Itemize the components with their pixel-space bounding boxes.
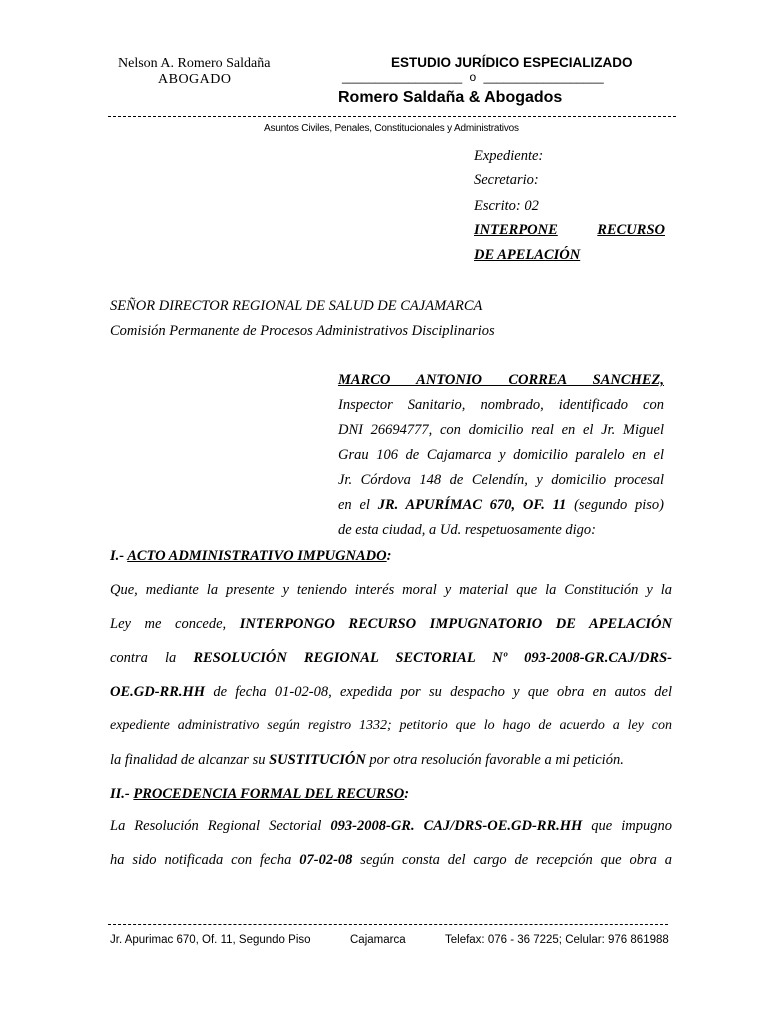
subject-word-1: INTERPONE <box>474 222 558 238</box>
notification-date: 07-02-08 <box>299 852 353 868</box>
body-text: ha sido notificada con fecha <box>110 852 300 868</box>
body-text: por otra resolución favorable a mi petición. <box>365 752 624 768</box>
footer-address: Jr. Apurimac 670, Of. 11, Segundo Piso <box>110 934 311 946</box>
section-1-colon: : <box>386 548 392 564</box>
lawyer-title: ABOGADO <box>158 72 232 87</box>
body-bold: INTERPONGO RECURSO IMPUGNATORIO DE APELACIÓN <box>239 616 672 632</box>
firm-type: ESTUDIO JURÍDICO ESPECIALIZADO <box>391 55 633 70</box>
section-1-number: I.- <box>110 548 128 564</box>
intro-line: Grau 106 de Cajamarca y domicilio paralelo en el <box>338 447 664 463</box>
firm-specialties: Asuntos Civiles, Penales, Constitucionales y Administrativos <box>264 123 519 134</box>
resolution-number: RESOLUCIÓN REGIONAL SECTORIAL Nº 093-2008-GR.CAJ/DRS- <box>193 650 672 666</box>
body-bold: SUSTITUCIÓN <box>269 752 366 768</box>
section-2-colon: : <box>404 786 410 802</box>
firm-divider-line <box>342 70 604 84</box>
resolution-number: 093-2008-GR. CAJ/DRS-OE.GD-RR.HH <box>330 818 583 834</box>
footer-phones: Telefax: 076 - 36 7225; Celular: 976 861988 <box>445 934 669 946</box>
body-line <box>110 818 672 835</box>
secretario-label: Secretario: <box>474 172 539 188</box>
body-text: según consta del cargo de recepción que obra a <box>352 852 672 868</box>
intro-line: de esta ciudad, a Ud. respetuosamente digo: <box>338 522 596 538</box>
escrito-label: Escrito: 02 <box>474 198 539 214</box>
firm-line-o: o <box>469 70 477 84</box>
body-text: la finalidad de alcanzar su <box>110 752 270 768</box>
section-2-number: II.- <box>110 786 134 802</box>
procedural-address: JR. APURÍMAC 670, OF. 11 <box>377 497 567 513</box>
body-line <box>110 852 672 869</box>
lawyer-name: Nelson A. Romero Saldaña <box>118 56 271 71</box>
header-divider <box>108 116 676 117</box>
body-line: expediente administrativo según registro 1332; petitorio que lo hago de acuerdo a ley con <box>110 718 672 733</box>
firm-name: Romero Saldaña & Abogados <box>338 89 563 106</box>
subject-line-2: DE APELACIÓN <box>474 247 581 263</box>
subject-word-2: RECURSO <box>597 222 665 238</box>
section-2-heading <box>110 786 409 803</box>
footer-city: Cajamarca <box>350 934 406 946</box>
intro-line: Inspector Sanitario, nombrado, identificado con <box>338 397 664 413</box>
firm-line-left: __________________ <box>342 70 463 84</box>
body-line <box>110 684 672 701</box>
body-text: La Resolución Regional Sectorial <box>110 818 331 834</box>
subject-line-1 <box>474 222 665 239</box>
body-line <box>110 616 672 633</box>
body-text: que impugno <box>582 818 672 834</box>
expediente-label: Expediente: <box>474 148 544 164</box>
intro-line: Jr. Córdova 148 de Celendín, y domicilio procesal <box>338 472 664 488</box>
resolution-number-cont: OE.GD-RR.HH <box>110 684 206 700</box>
addressee-line-2: Comisión Permanente de Procesos Administrativos Disciplinarios <box>110 323 495 339</box>
section-2-title: PROCEDENCIA FORMAL DEL RECURSO <box>133 786 405 802</box>
intro-line <box>338 497 664 514</box>
intro-text: (segundo piso) <box>566 497 664 513</box>
footer-divider <box>108 924 668 925</box>
petitioner-name: MARCO ANTONIO CORREA SANCHEZ, <box>338 372 664 388</box>
section-1-title: ACTO ADMINISTRATIVO IMPUGNADO <box>127 548 387 564</box>
section-1-heading <box>110 548 391 565</box>
firm-line-right: __________________ <box>483 70 604 84</box>
addressee-line-1: SEÑOR DIRECTOR REGIONAL DE SALUD DE CAJAMARCA <box>110 298 483 314</box>
body-text: Ley me concede, <box>110 616 240 632</box>
intro-line: DNI 26694777, con domicilio real en el Jr. Miguel <box>338 422 664 438</box>
body-line: Que, mediante la presente y teniendo interés moral y material que la Constitución y la <box>110 582 672 598</box>
body-line <box>110 650 672 667</box>
intro-text: en el <box>338 497 378 513</box>
body-text: contra la <box>110 650 194 666</box>
body-text: de fecha 01-02-08, expedida por su despacho y que obra en autos del <box>205 684 672 700</box>
body-line <box>110 752 672 769</box>
